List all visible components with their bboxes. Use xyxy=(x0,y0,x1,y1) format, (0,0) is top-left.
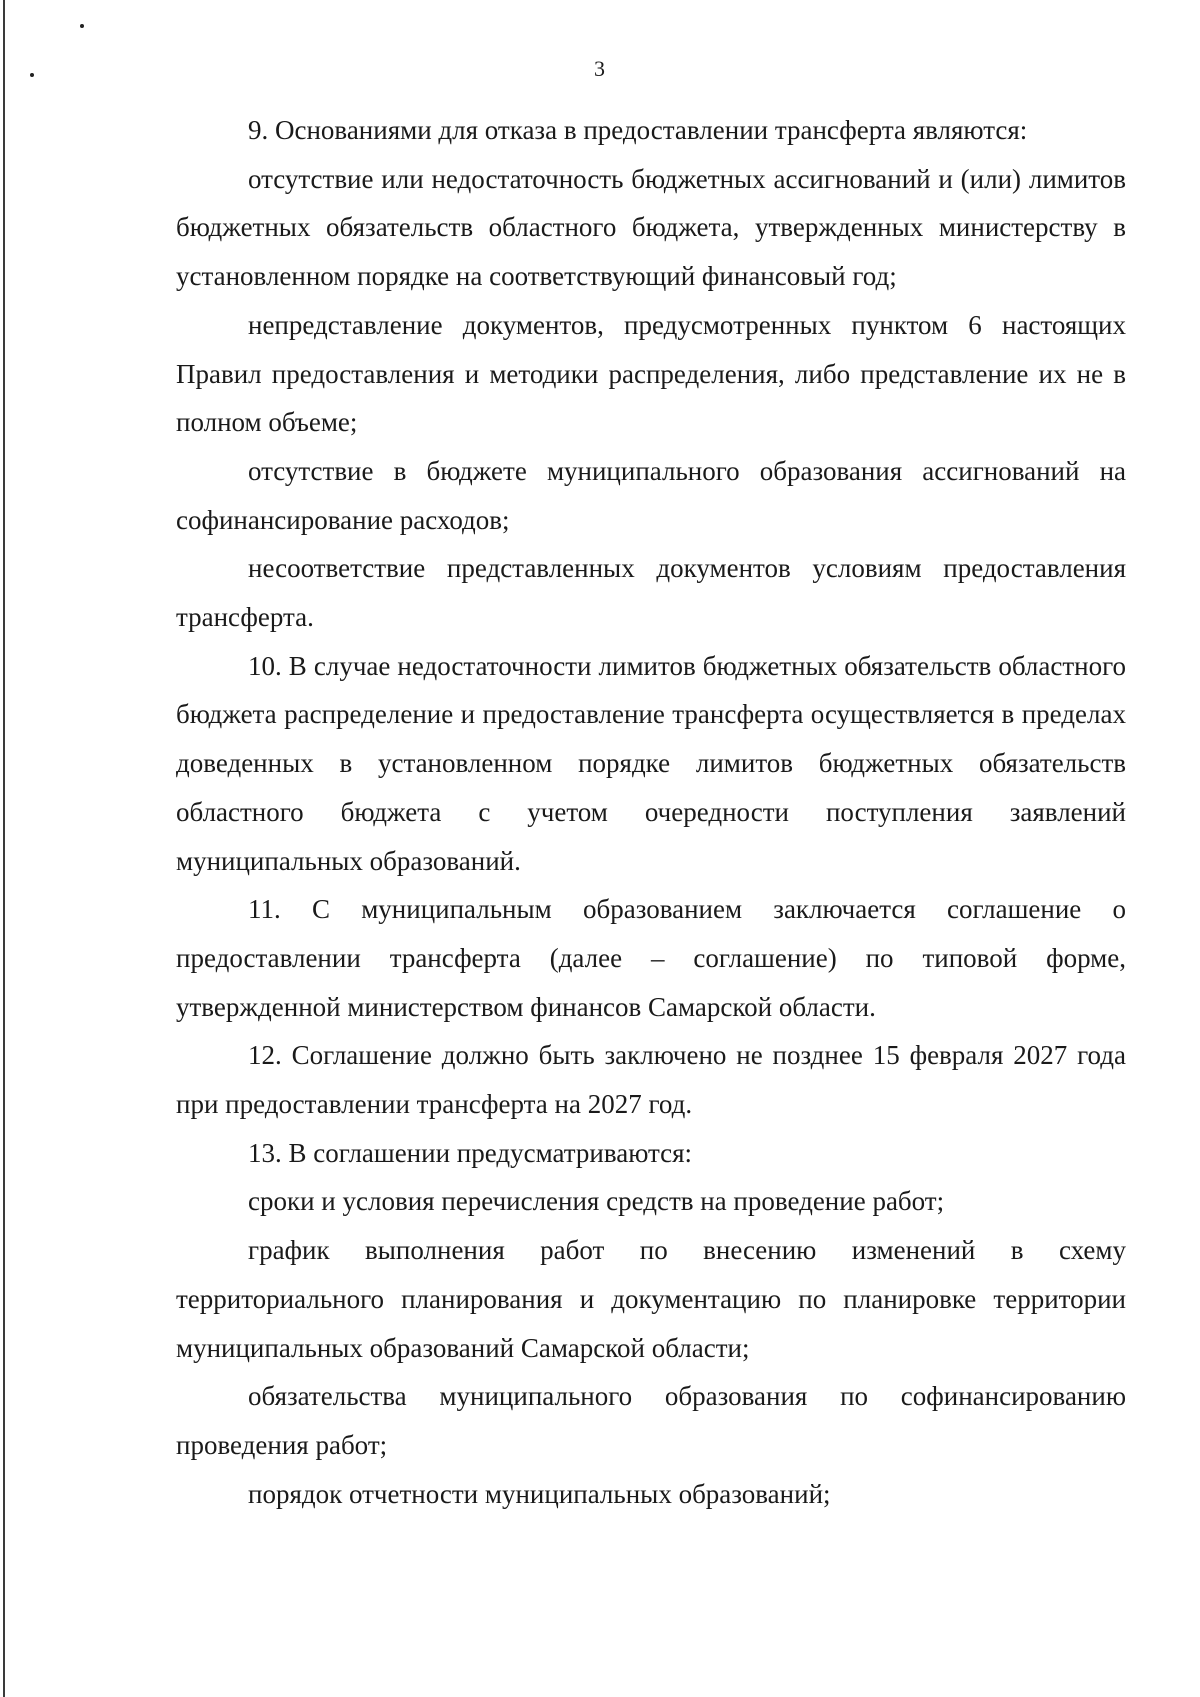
paragraph-term-3: обязательства муниципального образования по софинансированию проведения работ; xyxy=(176,1381,1126,1460)
paragraph-reason-1: отсутствие или недостаточность бюджетных ассигнований и (или) лимитов бюджетных обязательств областного бюджета, утвержденных министерству в установленном порядке на соответствующий финансовый год; xyxy=(176,163,1126,292)
paragraph-10: 10. В случае недостаточности лимитов бюджетных обязательств областного бюджета распределение и предоставление трансферта осуществляется в пределах доведенных в установленном порядке лимитов бюджетных обязательств областного бюджета с учетом очередности поступления заявлений муниципальных образований. xyxy=(176,650,1126,876)
paragraph-reason-4: несоответствие представленных документов условиям предоставления трансферта. xyxy=(176,553,1126,633)
document-body xyxy=(176,106,1126,1518)
paragraph-9-heading: 9. Основаниями для отказа в предоставлении трансферта являются: xyxy=(248,115,1028,145)
paragraph-term-4: порядок отчетности муниципальных образований; xyxy=(248,1478,831,1509)
paragraph-12: 12. Соглашение должно быть заключено не позднее 15 февраля 2027 года при предоставлении трансферта на 2027 год. xyxy=(176,1040,1126,1120)
paragraph-term-1: сроки и условия перечисления средств на проведение работ; xyxy=(248,1186,945,1217)
paragraph-11: 11. С муниципальным образованием заключается соглашение о предоставлении трансферта (далее – соглашение) по типовой форме, утвержденной министерством финансов Самарской области. xyxy=(176,894,1126,1022)
scan-speck xyxy=(80,24,84,28)
paragraph-reason-2: непредставление документов, предусмотренных пунктом 6 настоящих Правил предоставления и методики распределения, либо представление их не в полном объеме; xyxy=(176,309,1126,438)
paragraph-reason-3: отсутствие в бюджете муниципального образования ассигнований на софинансирование расходов; xyxy=(176,455,1126,535)
page-number: 3 xyxy=(594,56,606,81)
paragraph-term-2: график выполнения работ по внесению изменений в схему территориального планирования и документацию по планировке территории муниципальных образований Самарской области; xyxy=(176,1235,1126,1363)
scan-edge-line xyxy=(3,0,5,1697)
paragraph-13-heading: 13. В соглашении предусматриваются: xyxy=(248,1137,693,1168)
